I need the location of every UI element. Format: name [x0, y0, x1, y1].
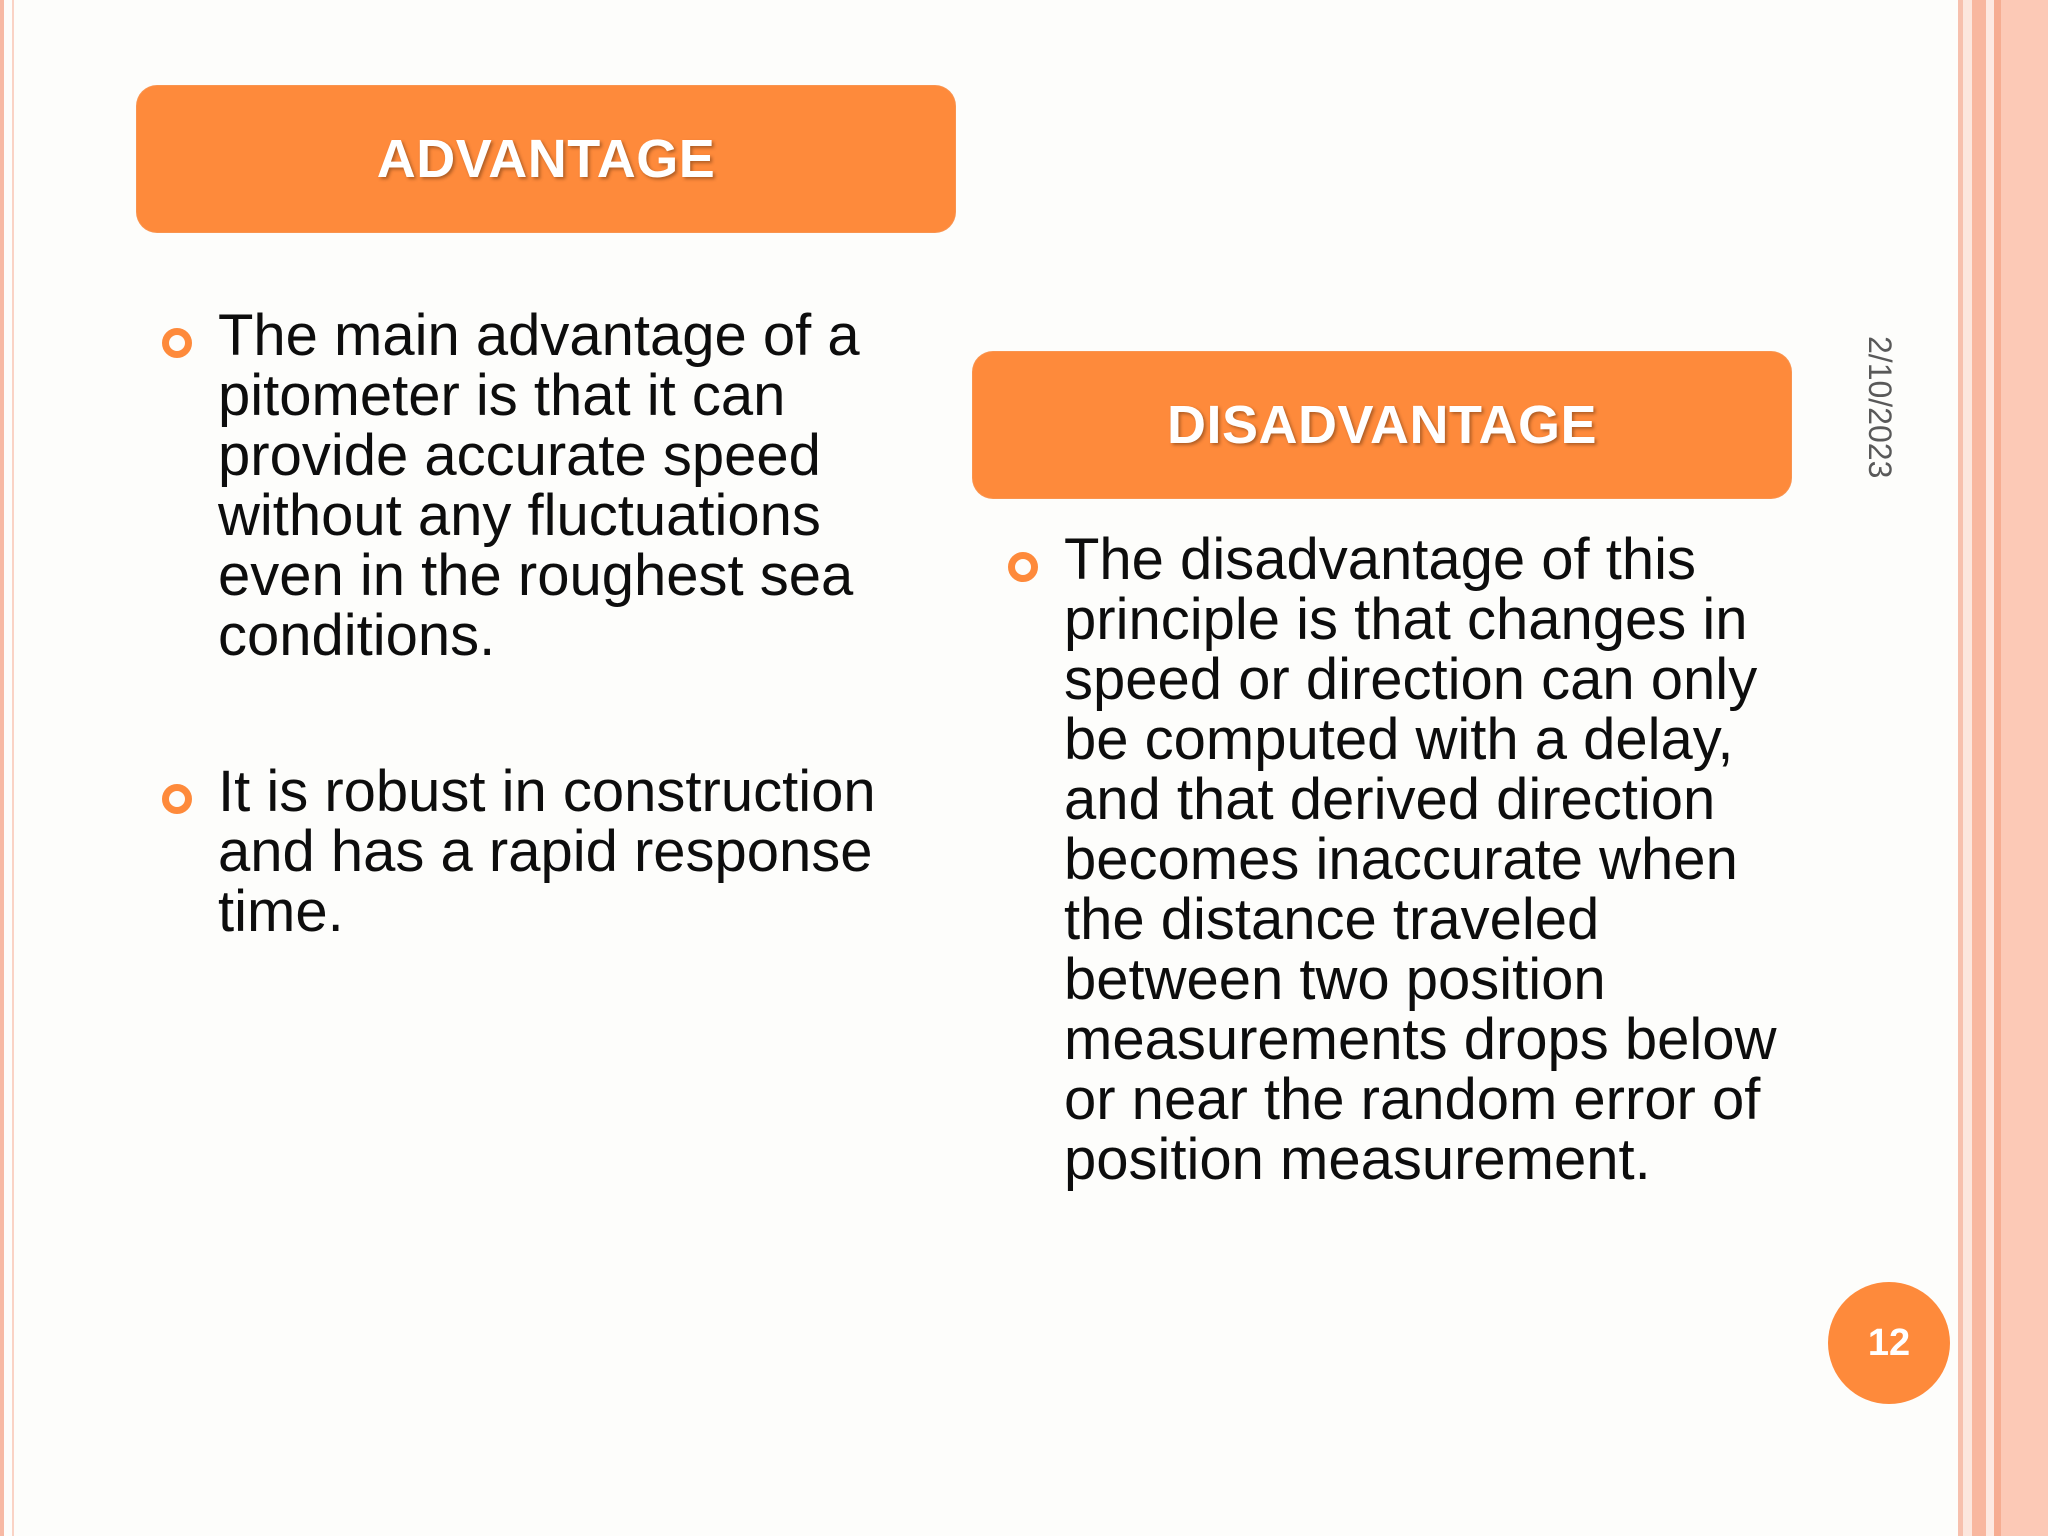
disadvantage-title: DISADVANTAGE — [1166, 395, 1597, 455]
page-number-badge — [1828, 1282, 1950, 1404]
slide-date: 2/10/2023 — [1862, 336, 1898, 479]
advantage-header — [137, 86, 955, 232]
right-border-stripe — [1994, 0, 2001, 1536]
right-border-stripe — [1986, 0, 1994, 1536]
bullet-icon — [162, 784, 192, 814]
disadvantage-list — [996, 527, 1796, 1192]
page-number: 12 — [1867, 1321, 1911, 1364]
bullet-text: The main advantage of a pitometer is that it can provide accurate speed without any fluctuations even in the roughest sea conditions. — [218, 303, 860, 668]
right-border-stripe — [2001, 0, 2048, 1536]
list-item — [150, 759, 950, 944]
list-item — [150, 303, 950, 668]
bullet-icon — [1008, 552, 1038, 582]
bullet-text: It is robust in construction and has a rapid response time. — [218, 759, 876, 944]
list-item — [996, 527, 1796, 1192]
advantage-title: ADVANTAGE — [376, 129, 716, 189]
disadvantage-header — [973, 352, 1791, 498]
right-border-stripe — [1972, 0, 1986, 1536]
advantage-list — [150, 303, 950, 944]
left-border-line — [12, 0, 14, 1536]
right-border-stripe — [1963, 0, 1972, 1536]
bullet-icon — [162, 328, 192, 358]
bullet-text: The disadvantage of this principle is that changes in speed or direction can only be computed with a delay, and that derived direction becomes inaccurate when the distance traveled between two position measurements drops below or near the random error of position measurement. — [1064, 527, 1777, 1192]
left-border-stripe — [0, 0, 4, 1536]
